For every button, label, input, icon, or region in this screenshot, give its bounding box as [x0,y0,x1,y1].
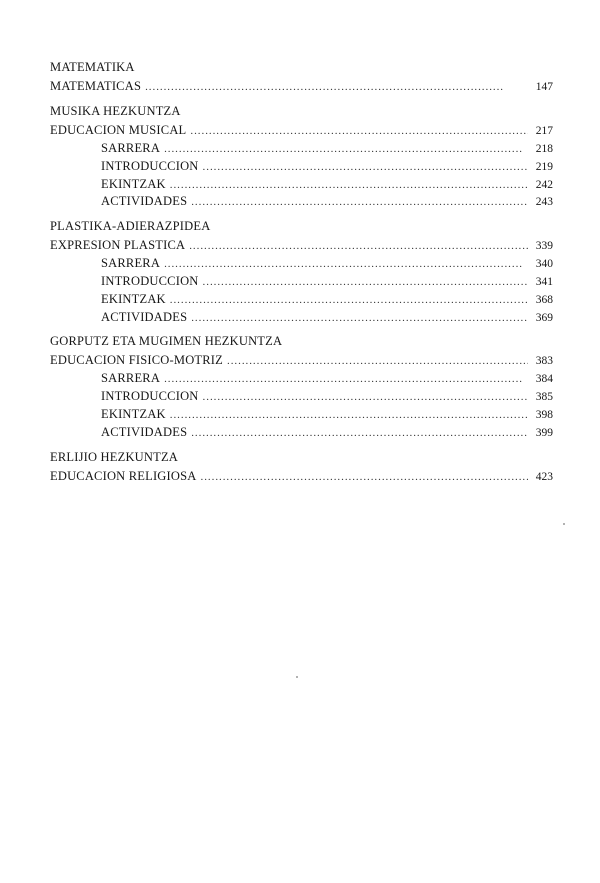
dot-leader [203,274,528,292]
subentry-title: EKINTZAK [101,291,166,306]
subentry-page-number: 384 [535,373,553,386]
scan-speck [296,676,298,678]
dot-leader [189,237,528,256]
toc-subentry [50,406,553,424]
entry-title: EDUCACION MUSICAL [50,123,187,137]
toc-subentry [50,388,553,406]
subentry-title: INTRODUCCION [101,389,199,404]
entry-page-number: 217 [535,125,553,137]
dot-leader [201,468,528,487]
section-heading: ERLIJIO HEZKUNTZA [50,449,179,464]
subentry-title: INTRODUCCION [101,158,199,173]
dot-leader [191,310,528,328]
toc-subentry [50,273,553,291]
scan-speck [563,523,565,525]
dot-leader [227,352,528,371]
entry-title: EDUCACION RELIGIOSA [50,468,197,483]
subentry-page-number: 219 [535,160,553,173]
dot-leader [164,256,528,274]
dot-leader [170,407,528,425]
dot-leader [191,425,528,443]
toc-subentry [50,158,553,176]
toc-subentry [50,255,553,273]
dot-leader [170,292,528,310]
entry-page-number: 339 [535,240,553,253]
subentry-title: ACTIVIDADES [101,194,188,209]
entry-title: EDUCACION FISICO-MOTRIZ [50,353,224,368]
toc-entry [50,236,553,255]
toc-subentry [50,176,553,194]
toc-entry [50,351,553,370]
subentry-title: SARRERA [101,371,161,386]
subentry-page-number: 369 [535,311,553,324]
section-heading: PLASTIKA-ADIERAZPIDEA [50,219,211,234]
subentry-page-number: 399 [535,426,553,439]
dot-leader [203,159,528,177]
entry-page-number: 423 [535,470,553,483]
toc-subentry [50,309,553,327]
subentry-page-number: 341 [535,275,553,288]
dot-leader [190,122,528,141]
section-heading: MUSIKA HEZKUNTZA [50,104,181,118]
entry-page-number: 147 [535,81,553,93]
entry-page-number: 383 [535,355,553,368]
subentry-page-number: 340 [535,258,553,271]
toc-subentry [50,291,553,309]
dot-leader [164,141,528,159]
toc-entry [50,121,553,140]
subentry-title: EKINTZAK [101,176,166,191]
toc-subentry [50,193,553,211]
subentry-title: EKINTZAK [101,406,166,421]
entry-title: MATEMATICAS [50,79,142,93]
dot-leader [170,177,528,195]
dot-leader [145,78,528,97]
toc-entry [50,77,553,96]
toc-entry [50,467,553,486]
toc-subentry [50,424,553,442]
subentry-page-number: 385 [535,391,553,404]
subentry-title: ACTIVIDADES [101,424,188,439]
subentry-title: ACTIVIDADES [101,309,188,324]
dot-leader [164,371,528,389]
subentry-page-number: 243 [535,196,553,209]
subentry-title: INTRODUCCION [101,273,199,288]
subentry-page-number: 368 [535,293,553,306]
section-heading: GORPUTZ ETA MUGIMEN HEZKUNTZA [50,334,283,349]
section-heading: MATEMATIKA [50,60,135,74]
table-of-contents [50,58,553,486]
dot-leader [191,194,528,212]
dot-leader [203,389,528,407]
subentry-title: SARRERA [101,256,161,271]
subentry-page-number: 218 [535,143,553,155]
subentry-title: SARRERA [101,141,161,155]
subentry-page-number: 242 [535,178,553,191]
entry-title: EXPRESION PLASTICA [50,238,186,253]
toc-subentry [50,370,553,388]
toc-subentry [50,140,553,158]
subentry-page-number: 398 [535,408,553,421]
